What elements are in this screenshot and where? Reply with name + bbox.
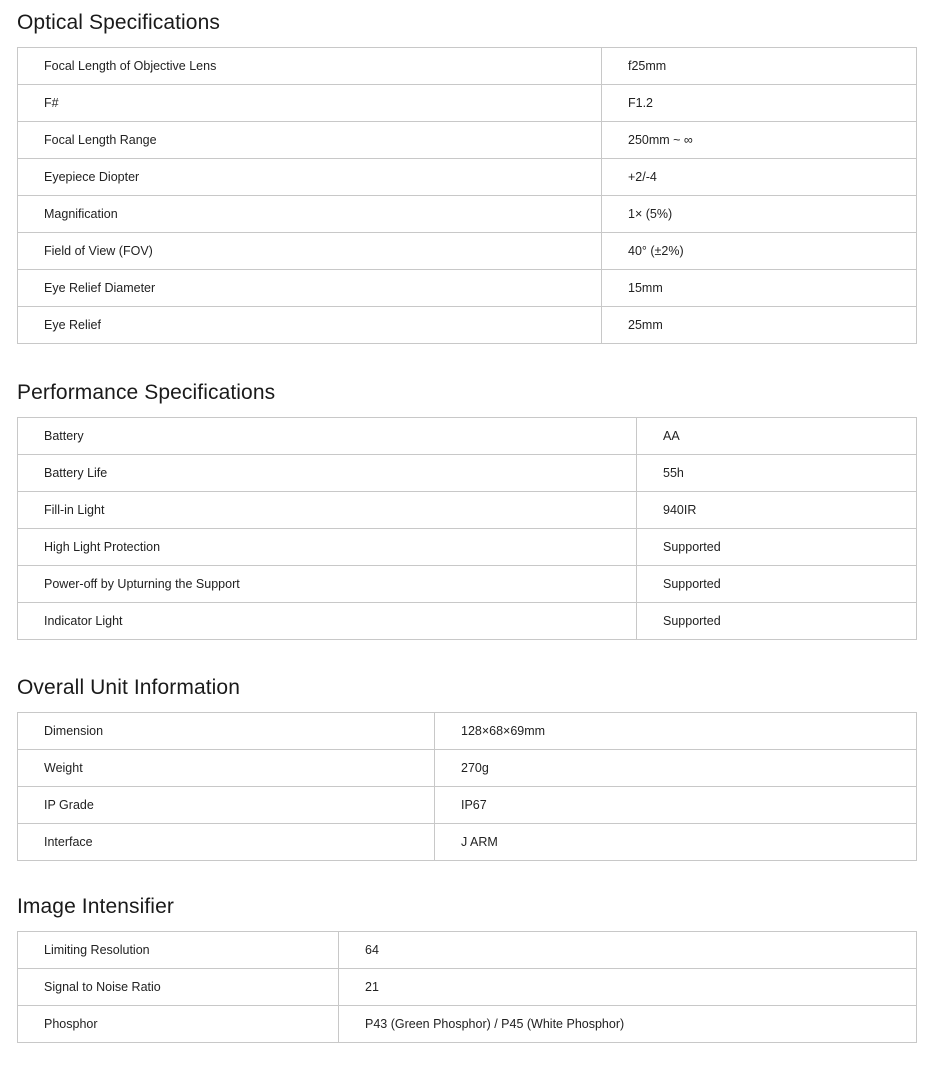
spec-value: 270g (435, 750, 917, 787)
spec-label: Interface (18, 824, 435, 861)
spec-label: Magnification (18, 196, 602, 233)
spec-label: IP Grade (18, 787, 435, 824)
spec-value: P43 (Green Phosphor) / P45 (White Phosphor) (339, 1006, 917, 1043)
spec-value: Supported (637, 529, 917, 566)
table-row (18, 307, 917, 344)
table-row (18, 932, 917, 969)
table-row (18, 492, 917, 529)
spec-label: Battery (18, 418, 637, 455)
spec-label: Indicator Light (18, 603, 637, 640)
spec-label: F# (18, 85, 602, 122)
section-title: Performance Specifications (17, 381, 276, 404)
section-title: Image Intensifier (17, 895, 174, 918)
spec-value: 15mm (602, 270, 917, 307)
spec-table (17, 931, 917, 1043)
spec-label: Power-off by Upturning the Support (18, 566, 637, 603)
spec-table (17, 712, 917, 861)
spec-value: 25mm (602, 307, 917, 344)
spec-value: F1.2 (602, 85, 917, 122)
spec-table (17, 47, 917, 344)
table-row (18, 233, 917, 270)
spec-label: Focal Length of Objective Lens (18, 48, 602, 85)
table-row (18, 122, 917, 159)
spec-label: Fill-in Light (18, 492, 637, 529)
overall-unit-information-section (17, 675, 917, 849)
table-row (18, 418, 917, 455)
table-row (18, 455, 917, 492)
spec-value: 40° (±2%) (602, 233, 917, 270)
spec-value: 940IR (637, 492, 917, 529)
spec-value: J ARM (435, 824, 917, 861)
spec-value: 64 (339, 932, 917, 969)
spec-table (17, 417, 917, 640)
spec-value: +2/-4 (602, 159, 917, 196)
spec-label: Focal Length Range (18, 122, 602, 159)
table-row (18, 603, 917, 640)
table-row (18, 824, 917, 861)
table-row (18, 159, 917, 196)
spec-value: IP67 (435, 787, 917, 824)
spec-label: Eye Relief (18, 307, 602, 344)
spec-label: High Light Protection (18, 529, 637, 566)
spec-label: Dimension (18, 713, 435, 750)
optical-specifications-section (17, 10, 917, 332)
spec-label: Phosphor (18, 1006, 339, 1043)
table-row (18, 566, 917, 603)
table-row (18, 713, 917, 750)
table-row (18, 969, 917, 1006)
spec-value: 21 (339, 969, 917, 1006)
table-row (18, 787, 917, 824)
spec-value: 250mm ~ ∞ (602, 122, 917, 159)
spec-value: 1× (5%) (602, 196, 917, 233)
spec-value: AA (637, 418, 917, 455)
spec-value: 128×68×69mm (435, 713, 917, 750)
performance-specifications-section (17, 380, 917, 628)
table-row (18, 196, 917, 233)
table-row (18, 270, 917, 307)
spec-label: Eyepiece Diopter (18, 159, 602, 196)
spec-value: 55h (637, 455, 917, 492)
table-row (18, 529, 917, 566)
table-row (18, 85, 917, 122)
image-intensifier-section (17, 894, 917, 1031)
spec-value: Supported (637, 566, 917, 603)
spec-value: f25mm (602, 48, 917, 85)
section-title: Optical Specifications (17, 11, 220, 34)
table-row (18, 1006, 917, 1043)
table-row (18, 750, 917, 787)
spec-label: Signal to Noise Ratio (18, 969, 339, 1006)
spec-label: Eye Relief Diameter (18, 270, 602, 307)
spec-value: Supported (637, 603, 917, 640)
spec-label: Field of View (FOV) (18, 233, 602, 270)
section-title: Overall Unit Information (17, 676, 240, 699)
spec-label: Weight (18, 750, 435, 787)
spec-label: Battery Life (18, 455, 637, 492)
spec-label: Limiting Resolution (18, 932, 339, 969)
table-row (18, 48, 917, 85)
